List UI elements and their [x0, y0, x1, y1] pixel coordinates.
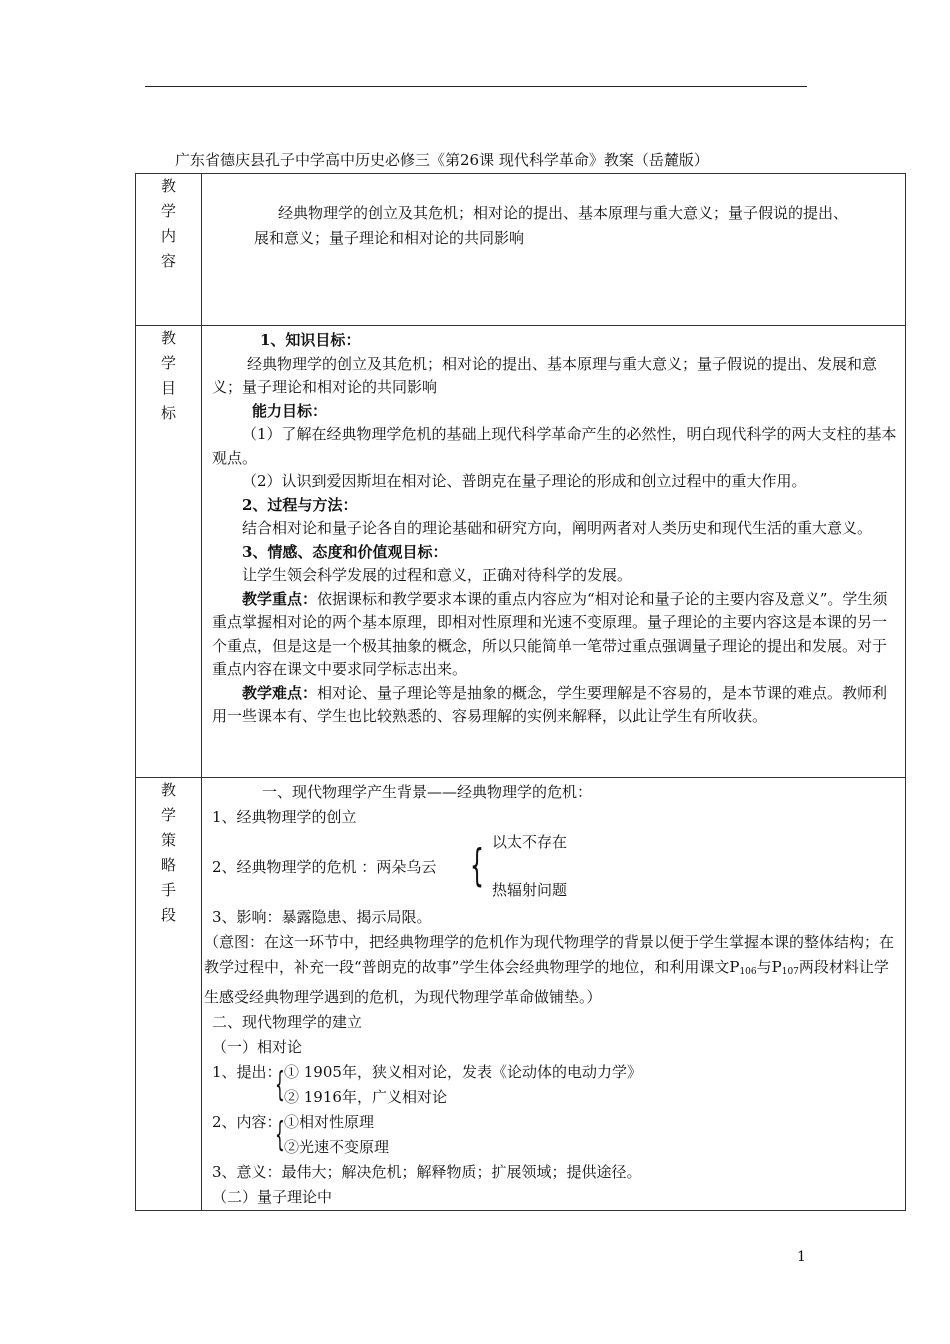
- row-teaching-content: [136, 174, 906, 326]
- emotion-text: 让学生领会科学发展的过程和意义，正确对待科学的发展。: [242, 566, 633, 584]
- page-ref-107: 107: [781, 967, 799, 977]
- content-line: 经典物理学的创立及其危机；相对论的提出、基本原理与重大意义；量子假说的提出、: [278, 204, 849, 222]
- relativity-meaning: 3、意义：最伟大；解决危机；解释物质；扩展领域；提供途径。: [212, 1163, 642, 1181]
- teaching-content-cell: [202, 174, 906, 326]
- label-char: 段: [160, 906, 176, 924]
- content-label: 2、内容：: [212, 1113, 282, 1131]
- emotion-heading: 3、情感、态度和价值观目标：: [242, 542, 448, 561]
- label-char: 略: [160, 856, 176, 874]
- difficulties: [212, 682, 899, 729]
- label-teaching-content: [136, 174, 202, 326]
- cloud-item-2: 热辐射问题: [492, 881, 568, 899]
- key-points: [212, 588, 899, 682]
- strategy-item-1: 1、经典物理学的创立: [212, 808, 357, 826]
- intent-paragraph: [204, 930, 899, 1010]
- process-text: 结合相对论和量子论各自的理论基础和研究方向，阐明两者对人类历史和现代生活的重大意义。: [242, 519, 873, 537]
- propose-label: 1、提出：: [212, 1063, 282, 1081]
- difficulties-text: 相对论、量子理论等是抽象的概念，学生要理解是不容易的，是本节课的难点。教师利用一些课本有、学生也比较熟悉的、容易理解的实例来解释，以此让学生有所收获。: [212, 683, 888, 725]
- brace-icon: {: [470, 840, 484, 891]
- subsection-quantum: （二）量子理论中: [212, 1188, 333, 1206]
- two-clouds-group: [212, 830, 899, 905]
- intent-text-b: 与P: [756, 958, 782, 976]
- label-char: 教: [160, 329, 176, 347]
- label-teaching-goals: [136, 326, 202, 778]
- teaching-goals-cell: [202, 326, 906, 778]
- section-heading-1: 一、现代物理学产生背景——经典物理学的危机：: [262, 783, 593, 801]
- label-char: 学: [160, 202, 176, 220]
- process-heading: 2、过程与方法：: [242, 495, 358, 514]
- label-char: 手: [160, 881, 176, 899]
- lesson-plan-table: [135, 173, 906, 1211]
- propose-item-2: ② 1916年，广义相对论: [284, 1088, 447, 1106]
- knowledge-text: 经典物理学的创立及其危机；相对论的提出、基本原理与重大意义；量子假说的提出、发展和意义；量子理论和相对论的共同影响: [212, 354, 878, 396]
- label-char: 容: [160, 252, 176, 270]
- header-rule: [145, 86, 807, 87]
- section-heading-2: 二、现代物理学的建立: [212, 1013, 363, 1031]
- label-char: 学: [160, 806, 176, 824]
- knowledge-heading: 1、知识目标：: [260, 331, 361, 349]
- label-teaching-strategy: [136, 778, 202, 1211]
- strategy-item-3: 3、影响：暴露隐患、揭示局限。: [212, 908, 432, 926]
- relativity-group: [212, 1060, 899, 1160]
- difficulties-label: 教学难点：: [242, 683, 318, 702]
- label-char: 学: [160, 354, 176, 372]
- row-teaching-strategy: [136, 778, 906, 1211]
- teaching-strategy-cell: [202, 778, 906, 1211]
- label-char: 策: [160, 831, 176, 849]
- content-item-2: ②光速不变原理: [284, 1138, 390, 1156]
- page-ref-106: 106: [739, 967, 757, 977]
- page-number: 1: [797, 1249, 806, 1265]
- row-teaching-goals: [136, 326, 906, 778]
- subsection-relativity: （一）相对论: [212, 1038, 303, 1056]
- ability-item-2: （2）认识到爱因斯坦在相对论、普朗克在量子理论的形成和创立过程中的重大作用。: [242, 472, 807, 490]
- strategy-item-2: 2、经典物理学的危机 ：两朵乌云: [212, 858, 437, 876]
- document-title: 广东省德庆县孔子中学高中历史必修三《第26课 现代科学革命》教案（岳麓版）: [175, 151, 709, 169]
- intent-text-c: 两段材料让学生感受经典物理学遇到的危机，为现代物理学革命做铺垫。）: [204, 958, 889, 1006]
- cloud-item-1: 以太不存在: [492, 833, 568, 851]
- label-char: 内: [160, 227, 176, 245]
- intent-text-a: （意图：在这一环节中，把经典物理学的危机作为现代物理学的背景以便于学生掌握本课的整体结构；在教学过程中，补充一段“普朗克的故事”学生体会经典物理学的地位，和利用课文P: [204, 933, 895, 976]
- ability-item-1: （1）了解在经典物理学危机的基础上现代科学革命产生的必然性，明白现代科学的两大支柱的基本观点。: [212, 425, 897, 467]
- label-char: 目: [160, 379, 176, 397]
- brace-icon: {: [275, 1115, 285, 1155]
- label-char: 教: [160, 177, 176, 195]
- ability-heading: 能力目标：: [252, 401, 328, 420]
- content-line: 展和意义；量子理论和相对论的共同影响: [254, 229, 525, 247]
- propose-item-1: ① 1905年，狭义相对论，发表《论动体的电动力学》: [284, 1063, 642, 1081]
- brace-icon: {: [275, 1065, 285, 1105]
- label-char: 标: [160, 404, 176, 422]
- content-item-1: ①相对性原理: [284, 1113, 375, 1131]
- label-char: 教: [160, 781, 176, 799]
- key-points-text: 依据课标和教学要求本课的重点内容应为“相对论和量子论的主要内容及意义”。学生须重点掌握相对论的两个基本原理，即相对性原理和光速不变原理。量子理论的主要内容这是本课的另一个重点，但是这是一个极其抽象的概念，所以只能简单一笔带过重点强调量子理论的提出和发展。对于重点内容在课文中要求同学标志出来。: [212, 589, 888, 678]
- key-points-label: 教学重点：: [242, 589, 318, 608]
